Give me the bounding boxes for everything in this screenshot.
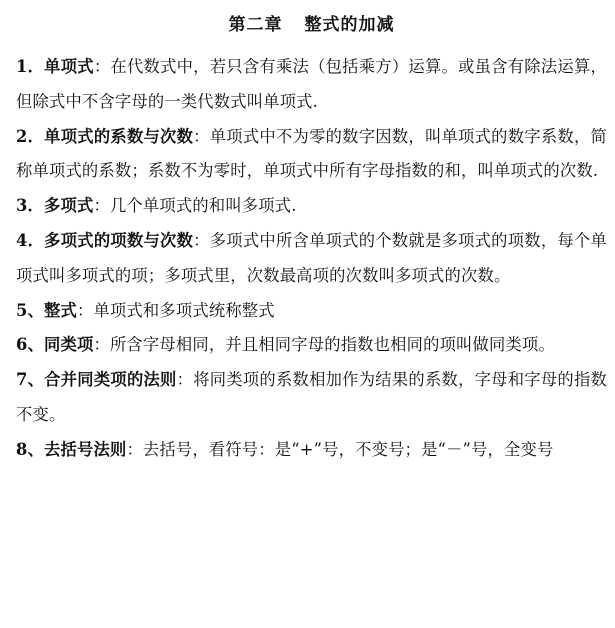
definition-item-7 [16, 363, 607, 433]
definition-item-1 [16, 50, 607, 120]
item-colon: ： [93, 196, 110, 216]
item-term: 多项式的项数与次数 [44, 230, 194, 250]
definition-item-3 [16, 189, 607, 224]
chapter-title [16, 12, 607, 38]
chapter-topic: 整式的加减 [304, 15, 395, 35]
definition-item-5 [16, 294, 607, 329]
definition-item-6 [16, 328, 607, 363]
item-number: 5、 [16, 300, 45, 320]
item-colon: ： [93, 335, 110, 355]
item-term: 合并同类项的法则 [44, 370, 177, 390]
item-colon: ： [176, 370, 194, 390]
item-term: 同类项 [44, 335, 94, 355]
definition-item-4 [16, 224, 607, 294]
item-term: 整式 [44, 300, 77, 320]
item-number: 1． [16, 57, 45, 76]
item-number: 4． [16, 230, 45, 250]
item-colon: ： [126, 439, 143, 459]
item-term: 去括号法则 [44, 439, 127, 459]
item-number: 8、 [16, 439, 45, 459]
item-colon: ： [193, 230, 210, 250]
item-number: 2． [16, 126, 45, 146]
item-colon: ： [93, 57, 111, 76]
definition-item-8 [16, 433, 607, 468]
item-term: 单项式的系数与次数 [44, 126, 194, 146]
item-number: 6、 [16, 335, 45, 355]
item-text: 在代数式中，若只含有乘法（包括乘方）运算。或虽含有除法运算，但除式中不含字母的一类代数式叫单项式. [16, 57, 607, 111]
item-colon: ： [76, 300, 94, 320]
item-text: 单项式和多项式统称整式 [93, 300, 275, 320]
item-term: 多项式 [44, 196, 94, 216]
item-number: 3． [16, 196, 45, 216]
item-term: 单项式 [44, 57, 94, 76]
item-text: 所含字母相同，并且相同字母的指数也相同的项叫做同类项。 [109, 335, 555, 355]
item-text: 去括号，看符号：是“+”号，不变号；是“－”号，全变号 [142, 439, 554, 459]
item-text: 单项式中不为零的数字因数，叫单项式的数字系数，简称单项式的系数；系数不为零时，单项式中所有字母指数的和，叫单项式的次数. [16, 126, 607, 181]
item-text: 多项式中所含单项式的个数就是多项式的项数，每个单项式叫多项式的项；多项式里，次数最高项的次数叫多项式的次数。 [16, 230, 607, 285]
item-text: 将同类项的系数相加作为结果的系数，字母和字母的指数不变。 [16, 370, 608, 424]
item-text: 几个单项式的和叫多项式. [109, 196, 297, 216]
definition-item-2 [16, 120, 607, 190]
item-number: 7、 [16, 370, 45, 390]
item-colon: ： [193, 126, 210, 146]
chapter-number: 第二章 [228, 15, 283, 35]
